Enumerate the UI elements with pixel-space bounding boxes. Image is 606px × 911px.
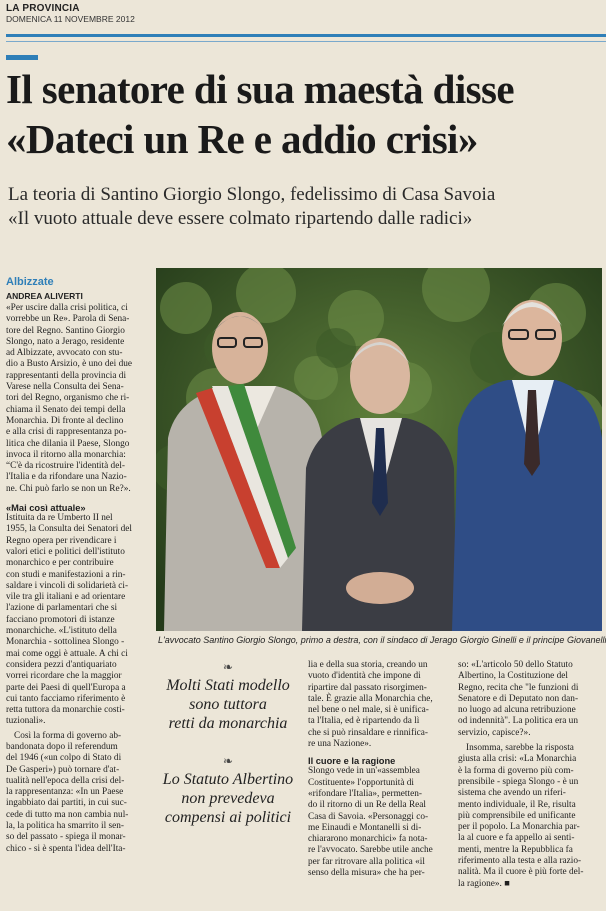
col4-paragraph-2 bbox=[458, 743, 602, 890]
headline-line-1: Il senatore di sua maestà disse bbox=[6, 66, 514, 112]
text-line: Albertino, la Costituzione del bbox=[458, 671, 568, 682]
pullquote-line: sono tuttora bbox=[189, 696, 267, 713]
text-line: per il popolo. La Monarchia par- bbox=[458, 822, 580, 833]
col1-paragraph-1 bbox=[6, 303, 152, 495]
text-line: facciano promotori di istanze bbox=[6, 614, 115, 625]
pullquote-line: retti da monarchia bbox=[168, 715, 288, 732]
text-line: od indennità". La politica era un bbox=[458, 716, 578, 727]
pullquote-line: Molti Stati modello bbox=[166, 677, 290, 694]
text-line: Così la forma di governo ab- bbox=[14, 730, 122, 741]
text-line: la, la politica ha smarrito il sen- bbox=[6, 821, 124, 832]
text-line: Casa di Savoia. «Personaggi co- bbox=[308, 811, 429, 822]
text-line: Varese nella Consulta dei Sena- bbox=[6, 382, 124, 393]
photo-illustration bbox=[156, 268, 602, 631]
header-rule-thin bbox=[6, 41, 606, 42]
text-line: me Einaudi e Montanelli si di- bbox=[308, 822, 422, 833]
text-line: ad Albizzate, avvocato con stu- bbox=[6, 348, 123, 359]
pullquote-2 bbox=[158, 770, 298, 827]
text-line: «rifondare l'Italia», permetten- bbox=[308, 788, 422, 799]
text-line: Slongo vede in un'«assemblea bbox=[308, 766, 420, 777]
text-line: tori del Regno, organismo che ri- bbox=[6, 393, 130, 404]
text-line: retta tuttora da monarchie costi- bbox=[6, 705, 125, 716]
newspaper-name: LA PROVINCIA bbox=[6, 3, 80, 14]
text-line: e alla crisi di rappresentanza po- bbox=[6, 427, 127, 438]
ornament-icon: ❧ bbox=[222, 754, 234, 768]
text-line: chico - si è spenta l'idea dell'Ita- bbox=[6, 843, 126, 854]
text-line: Regno opera per rivendicare i bbox=[6, 535, 117, 546]
text-line: nalità. Ma il cuore è più forte del- bbox=[458, 867, 584, 878]
pullquote-line: non prevedeva bbox=[181, 790, 275, 807]
text-line: cui tanto facciamo riferimento è bbox=[6, 693, 126, 704]
section-marker bbox=[6, 55, 38, 60]
text-line: riferimento alla testa e alla razio- bbox=[458, 856, 582, 867]
text-line: re l'avvocato. Sarebbe utile anche bbox=[308, 845, 433, 856]
pullquote-line: Lo Statuto Albertino bbox=[162, 771, 294, 788]
text-line: tualità nell'epoca della crisi del- bbox=[6, 775, 125, 786]
col1-paragraph-2 bbox=[6, 513, 152, 728]
text-line: Monarchia. Di fronte al declino bbox=[6, 415, 124, 426]
text-line: senso della misura» che ha per- bbox=[308, 868, 425, 879]
text-line: servizio, capisce?». bbox=[458, 727, 531, 738]
text-line: l'Italia e da rifondare una Nazio- bbox=[6, 472, 127, 483]
text-line: vile tra gli italiani e ad orientare bbox=[6, 592, 126, 603]
text-line: la al cuore e fa appello ai senti- bbox=[458, 833, 575, 844]
text-line: invoca il ritorno alla monarchia: bbox=[6, 449, 126, 460]
text-line: parte dei Paesi di quell'Europa a bbox=[6, 682, 126, 693]
text-line: che si può rinsaldare e rinnifica- bbox=[308, 727, 429, 738]
text-line: è la forma di governo più com- bbox=[458, 765, 574, 776]
location-kicker: Albizzate bbox=[6, 276, 54, 288]
col1-paragraph-3 bbox=[6, 731, 152, 855]
text-line: chiama il Senato dei tempi della bbox=[6, 404, 126, 415]
text-line: so: «L'articolo 50 dello Statuto bbox=[458, 660, 573, 670]
text-line: Monarchia - sottolinea Slongo - bbox=[6, 637, 125, 648]
text-line: do il ritorno di un Re della Real bbox=[308, 800, 426, 811]
article-photo bbox=[156, 268, 602, 631]
text-line: sistema che avendo un riferi- bbox=[458, 788, 566, 799]
text-line: vuoto d'identità che impone di bbox=[308, 671, 421, 682]
text-line: “C'è da ricostruire l'identità del- bbox=[6, 461, 125, 472]
text-line: monarchiche. «L'istituto della bbox=[6, 626, 117, 637]
text-line: l'azione di parlamentari che si bbox=[6, 603, 118, 614]
text-line: so del passato - spiega il monar- bbox=[6, 832, 126, 843]
text-line: la ragione». ■ bbox=[458, 878, 510, 889]
text-line: menti, mentre la Repubblica fa bbox=[458, 844, 573, 855]
issue-date: DOMENICA 11 NOVEMBRE 2012 bbox=[6, 14, 135, 24]
text-line: nel bene o nel male, si è unifica- bbox=[308, 705, 429, 716]
text-line: ripartire dal passato risorgimen- bbox=[308, 682, 427, 693]
text-line: chiararono monarchici» fa nota- bbox=[308, 834, 428, 845]
text-line: Insomma, sarebbe la risposta bbox=[466, 743, 574, 754]
pullquote-line: compensi ai politici bbox=[164, 809, 292, 826]
article-column-3 bbox=[308, 660, 450, 879]
text-line: bandonata dopo il referendum bbox=[6, 741, 118, 752]
text-line: vorrei ricordare che la maggior bbox=[6, 671, 122, 682]
text-line: Senatore e di Deputato non dan- bbox=[458, 693, 579, 704]
text-line: Regno, recita che "le funzioni di bbox=[458, 682, 579, 693]
text-line: con studi e manifestazioni a rin- bbox=[6, 569, 126, 580]
text-line: dio a Busto Arsizio, è uno dei due bbox=[6, 359, 133, 370]
col4-paragraph-1 bbox=[458, 660, 602, 739]
text-line: per far ritrovare alla politica «il bbox=[308, 856, 425, 867]
text-line: 1955, la Consulta dei Senatori del bbox=[6, 524, 133, 535]
article-column-4 bbox=[458, 660, 602, 890]
article-column-1 bbox=[6, 303, 152, 855]
text-line: saldare i vincoli di solidarietà ci- bbox=[6, 580, 129, 591]
text-line: monarchico e per contribuire bbox=[6, 558, 114, 569]
text-line: del 1946 («un colpo di Stato di bbox=[6, 753, 122, 764]
text-line: ingabbiato dai partiti, in cui suc- bbox=[6, 798, 127, 809]
subheadline-line-2: «Il vuoto attuale deve essere colmato ripartendo dalle radici» bbox=[8, 208, 473, 229]
text-line: litica che dilania il Paese, Slongo bbox=[6, 438, 130, 449]
text-line: vorrebbe un Re». Parola di Sena- bbox=[6, 314, 130, 325]
text-line: Istituita da re Umberto II nel bbox=[6, 513, 113, 524]
subheadline-line-1: La teoria di Santino Giorgio Slongo, fedelissimo di Casa Savoia bbox=[8, 184, 496, 205]
text-line: valori etici e politici dell'istituto bbox=[6, 546, 125, 557]
text-line: mento individuale, il Re, risulta bbox=[458, 799, 576, 810]
text-line: tale. È grazie alla Monarchia che, bbox=[308, 693, 433, 704]
author-byline: ANDREA ALIVERTI bbox=[6, 291, 83, 301]
text-line: cede di tutto ma non cambia nul- bbox=[6, 809, 129, 820]
ornament-icon: ❧ bbox=[222, 660, 234, 674]
text-line: la rappresentanza: «In un Paese bbox=[6, 787, 124, 798]
text-line: «Per uscire dalla crisi politica, ci bbox=[6, 303, 128, 313]
text-line: De Gasperi») può tornare d'at- bbox=[6, 764, 120, 775]
text-line: Slongo, nato a Jerago, residente bbox=[6, 336, 125, 347]
col3-paragraph-2 bbox=[308, 766, 450, 879]
text-line: rappresentanti della provincia di bbox=[6, 370, 127, 381]
text-line: re una Nazione». bbox=[308, 739, 372, 750]
text-line: ta l'Italia, ed è ripartendo da lì bbox=[308, 716, 420, 727]
text-line: ne. Chi può farlo se non un Re?». bbox=[6, 483, 131, 494]
text-line: prensibile - spiega Slongo - è un bbox=[458, 776, 579, 787]
text-line: tuzionali». bbox=[6, 716, 46, 727]
text-line: giusta alla crisi: «La Monarchia bbox=[458, 754, 577, 765]
text-line: lia e della sua storia, creando un bbox=[308, 660, 428, 670]
photo-caption: L'avvocato Santino Giorgio Slongo, primo a destra, con il sindaco di Jerago Giorgio Ginelli e il principe Giovanelli bbox=[158, 635, 606, 645]
headline-line-2: «Dateci un Re e addio crisi» bbox=[6, 116, 478, 162]
col3-paragraph-1 bbox=[308, 660, 450, 750]
pullquote-1 bbox=[158, 676, 298, 733]
header-rule bbox=[6, 34, 606, 37]
text-line: no luogo ad alcuna retribuzione bbox=[458, 705, 576, 716]
text-line: Costituente» l'opportunità di bbox=[308, 777, 414, 788]
text-line: mai come oggi è attuale. A chi ci bbox=[6, 648, 128, 659]
text-line: considera pezzi d'antiquariato bbox=[6, 659, 117, 670]
subheading-mai-cosi-attuale: «Mai così attuale» bbox=[6, 503, 86, 514]
text-line: tore del Regno. Santino Giorgio bbox=[6, 325, 125, 336]
subheading-cuore-ragione: Il cuore e la ragione bbox=[308, 756, 396, 767]
text-line: più comprensibile ed unificante bbox=[458, 810, 576, 821]
